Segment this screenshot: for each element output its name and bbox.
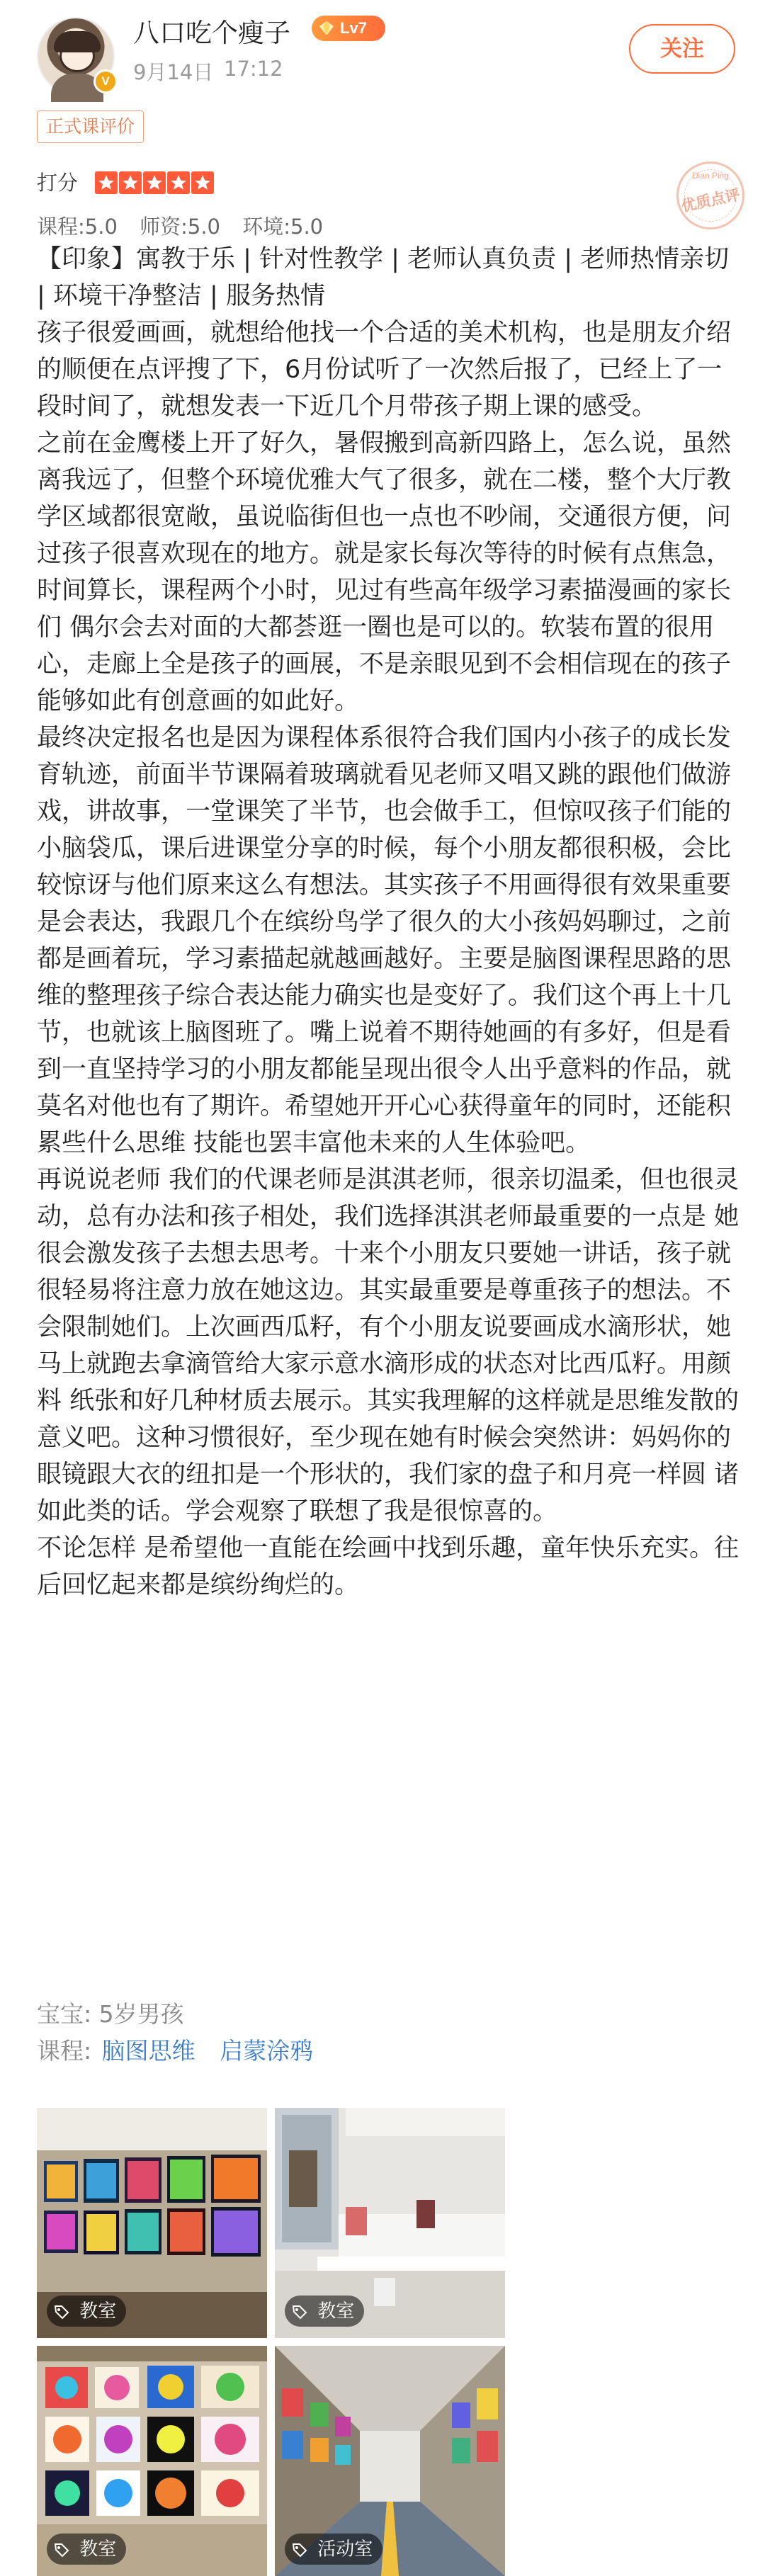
follow-button[interactable]: 关注 <box>629 24 735 74</box>
course-link-mind-map[interactable]: 脑图思维 <box>101 2037 196 2065</box>
quality-review-stamp-icon <box>676 161 744 229</box>
photo-thumbnail[interactable] <box>37 2346 267 2576</box>
tag-icon <box>54 2542 69 2558</box>
photo-tag: 教室 <box>47 2534 126 2565</box>
star-icon <box>143 171 166 194</box>
photo-tag: 活动室 <box>285 2534 382 2565</box>
star-icon <box>95 171 118 194</box>
user-name[interactable]: 八口吃个瘦子 <box>133 18 290 48</box>
post-date: 9月14日 <box>133 60 214 84</box>
stamp-top-text: Dian Ping <box>691 171 730 181</box>
environment-score: 环境:5.0 <box>242 215 324 239</box>
level-text: Lv7 <box>340 19 367 37</box>
star-icon <box>119 171 142 194</box>
course-label: 课程: <box>37 2037 92 2065</box>
photo-thumbnail[interactable] <box>275 2346 505 2576</box>
photo-thumbnail[interactable] <box>275 2108 505 2338</box>
review-body <box>37 241 745 1604</box>
review-paragraph: 最终决定报名也是因为课程体系很符合我们国内小孩子的成长发育轨迹，前面半节课隔着玻璃就看见老师又唱又跳的跟他们做游戏，讲故事，一堂课笑了半节，也会做手工，但惊叹孩子们能的小脑袋瓜，课后进课堂分享的时候，每个小朋友都很积极，会比较惊讶与他们原来这么有想法。其实孩子不用画得很有效果重要是会表达，我跟几个在缤纷鸟学了很久的大小孩妈妈聊过，之前都是画着玩，学习素描起就越画越好。主要是脑图课程思路的思维的整理孩子综合表达能力确实也是变好了。我们这个再上十几节，也就该上脑图班了。嘴上说着不期待她画的有多好，但是看到一直坚持学习的小朋友都能呈现出很令人出乎意料的作品，就莫名对他也有了期许。希望她开开心心获得童年的同时，还能积累些什么思维 技能也罢丰富他未来的人生体验吧。 <box>37 724 732 1157</box>
tag-icon <box>292 2542 307 2558</box>
star-rating <box>95 171 215 194</box>
course-info <box>37 2033 327 2066</box>
user-avatar[interactable] <box>37 17 115 95</box>
post-time: 17:12 <box>224 57 283 81</box>
tag-icon <box>54 2304 69 2320</box>
review-paragraph: 不论怎样 是希望他一直能在绘画中找到乐趣，童年快乐充实。往后回忆起来都是缤纷绚烂的。 <box>37 1534 740 1599</box>
stamp-text: 优质点评 <box>679 186 742 215</box>
score-label: 打分 <box>37 171 79 195</box>
kid-info <box>37 1996 184 2029</box>
review-paragraph: 再说说老师 我们的代课老师是淇淇老师，很亲切温柔，但也很灵动，总有办法和孩子相处，我们选择淇淇老师最重要的一点是 她很会激发孩子去想去思考。十来个小朋友只要她一讲话，孩子就很轻易将注意力放在她这边。其实最重要是尊重孩子的想法。不会限制她们。上次画西瓜籽，有个小朋友说要画成水滴形状，她马上就跑去拿滴管给大家示意水滴形成的状态对比西瓜籽。用颜料 纸张和好几种材质去展示。其实我理解的这样就是思维发散的意义吧。这种习惯很好，至少现在她有时候会突然讲：妈妈你的眼镜跟大衣的纽扣是一个形状的，我们家的盘子和月亮一样圆 诸如此类的话。学会观察了联想了我是很惊喜的。 <box>37 1166 740 1526</box>
tag-icon <box>292 2304 307 2320</box>
teacher-score: 师资:5.0 <box>140 215 220 239</box>
review-paragraph: 之前在金鹰楼上开了好久，暑假搬到高新四路上，怎么说，虽然离我远了，但整个环境优雅大气了很多，就在二楼，整个大厅教学区域都很宽敞，虽说临街但也一点也不吵闹，交通很方便，问过孩子很喜欢现在的地方。就是家长每次等待的时候有点焦急，时间算长，课程两个小时，见过有些高年级学习素描漫画的家长们 偶尔会去对面的大都荟逛一圈也是可以的。软装布置的很用心，走廊上全是孩子的画展，不是亲眼见到不会相信现在的孩子能够如此有创意画的如此好。 <box>37 429 732 715</box>
sub-scores <box>37 211 339 240</box>
level-badge <box>312 16 385 41</box>
kid-label: 宝宝: <box>37 2000 92 2028</box>
review-paragraph: 孩子很爱画画，就想给他找一个合适的美术机构，也是朋友介绍的顺便在点评搜了下，6月份试听了一次然后报了，已经上了一段时间了，就想发表一下近几个月带孩子期上课的感受。 <box>37 319 732 421</box>
diamond-icon <box>317 19 336 38</box>
photo-tag: 教室 <box>285 2296 364 2327</box>
verified-badge-icon: V <box>94 69 118 93</box>
photo-tag: 教室 <box>47 2296 126 2327</box>
star-icon <box>191 171 214 194</box>
review-impression: 【印象】寓教于乐 | 针对性教学 | 老师认真负责 | 老师热情亲切 | 环境干净整洁 | 服务热情 <box>37 245 730 310</box>
course-score: 课程:5.0 <box>37 215 118 239</box>
photo-thumbnail[interactable] <box>37 2108 267 2338</box>
star-icon <box>167 171 190 194</box>
review-type-tag: 正式课评价 <box>37 110 144 143</box>
course-link-doodle[interactable]: 启蒙涂鸦 <box>220 2037 314 2065</box>
kid-value: 5岁男孩 <box>98 2000 184 2028</box>
review-header <box>0 0 765 113</box>
